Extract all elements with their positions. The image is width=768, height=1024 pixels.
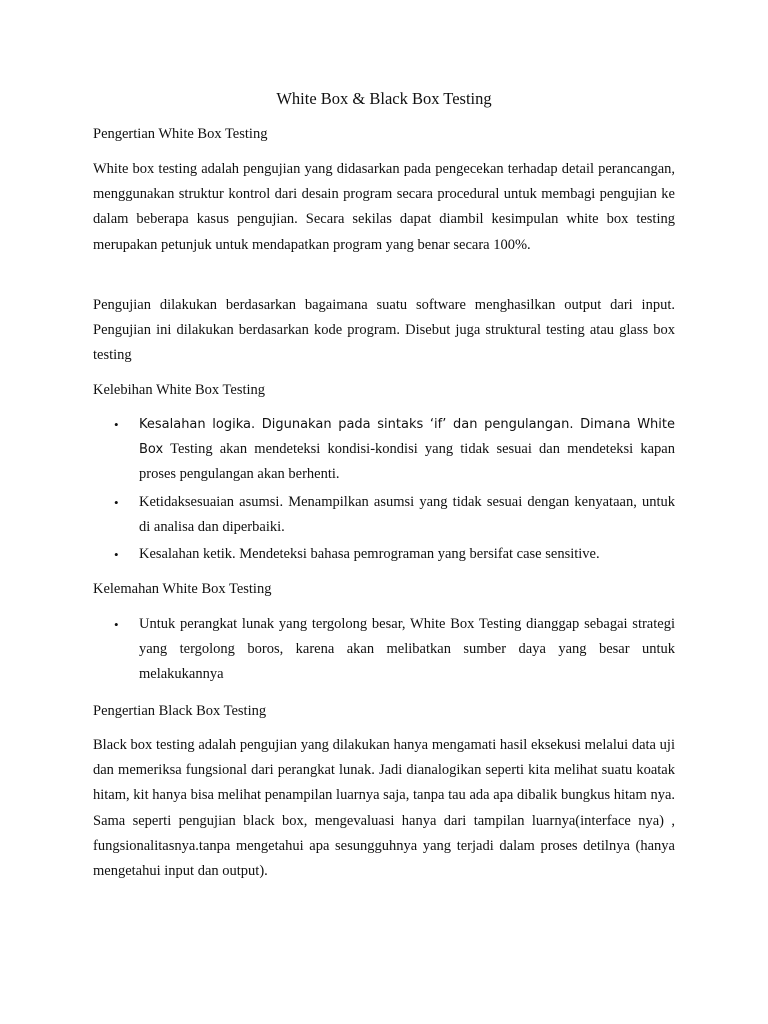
document-title: White Box & Black Box Testing [276,89,492,108]
advantages-list [93,412,675,569]
list-item-text: Kesalahan ketik. Mendeteksi bahasa pemrograman yang bersifat case sensitive. [139,546,600,563]
paragraph-white-box-method: Pengujian dilakukan berdasarkan bagaimana suatu software menghasilkan output dari input. Pengujian ini dilakukan berdasarkan kode program. Disebut juga struktural testing atau glass box testing [93,297,675,364]
list-item [93,612,675,688]
list-item-text: Untuk perangkat lunak yang tergolong besar, White Box Testing dianggap sebagai strategi yang tergolong boros, karena akan melibatkan sumber daya yang besar untuk melakukannya [139,616,675,683]
bullet-icon: • [114,417,119,432]
section-heading-white-box-definition: Pengertian White Box Testing [93,126,268,142]
section-heading-white-box-advantages: Kelebihan White Box Testing [93,382,266,398]
list-item-text: Ketidaksesuaian asumsi. Menampilkan asumsi yang tidak sesuai dengan kenyataan, untuk di analisa dan diperbaiki. [139,493,675,535]
bullet-icon: • [114,494,119,510]
bullet-icon: • [114,617,119,632]
paragraph-black-box-definition: Black box testing adalah pengujian yang dilakukan hanya mengamati hasil eksekusi melalui data uji dan memeriksa fungsional dari perangkat lunak. Jadi dianalogikan seperti kita melihat suatu koatak hitam, kit hanya bisa melihat penampilan luarnya saja, tanpa tau ada apa dibalik bungkus hitam nya. Sama seperti pengujian black box, mengevaluasi hanya dari tampilan luarnya(interface nya) , fungsionalitasnya.tanpa mengetahui apa sesungguhnya yang terjadi dalam proses detilnya (hanya mengetahui input dan output). [93,737,675,880]
list-item-text: Testing akan mendeteksi kondisi-kondisi yang tidak sesuai dan mendeteksi kapan proses pengulangan akan berhenti. [139,441,675,483]
section-heading-white-box-disadvantages: Kelemahan White Box Testing [93,581,272,597]
list-item-lead-text: Kesalahan logika. Digunakan pada sintaks ‘if’ dan pengulangan. Dimana White Box [139,417,675,458]
section-heading-black-box-definition: Pengertian Black Box Testing [93,703,267,719]
paragraph-white-box-definition: White box testing adalah pengujian yang didasarkan pada pengecekan terhadap detail perancangan, menggunakan struktur kontrol dari desain program secara procedural untuk membagi pengujian ke dalam beberapa kasus pengujian. Secara sekilas dapat diambil kesimpulan white box testing merupakan petunjuk untuk mendapatkan program yang benar secara 100%. [93,161,675,253]
bullet-icon: • [114,547,119,563]
disadvantages-list [93,612,675,690]
list-item [93,542,675,567]
list-item [93,490,675,540]
list-item [93,412,675,488]
